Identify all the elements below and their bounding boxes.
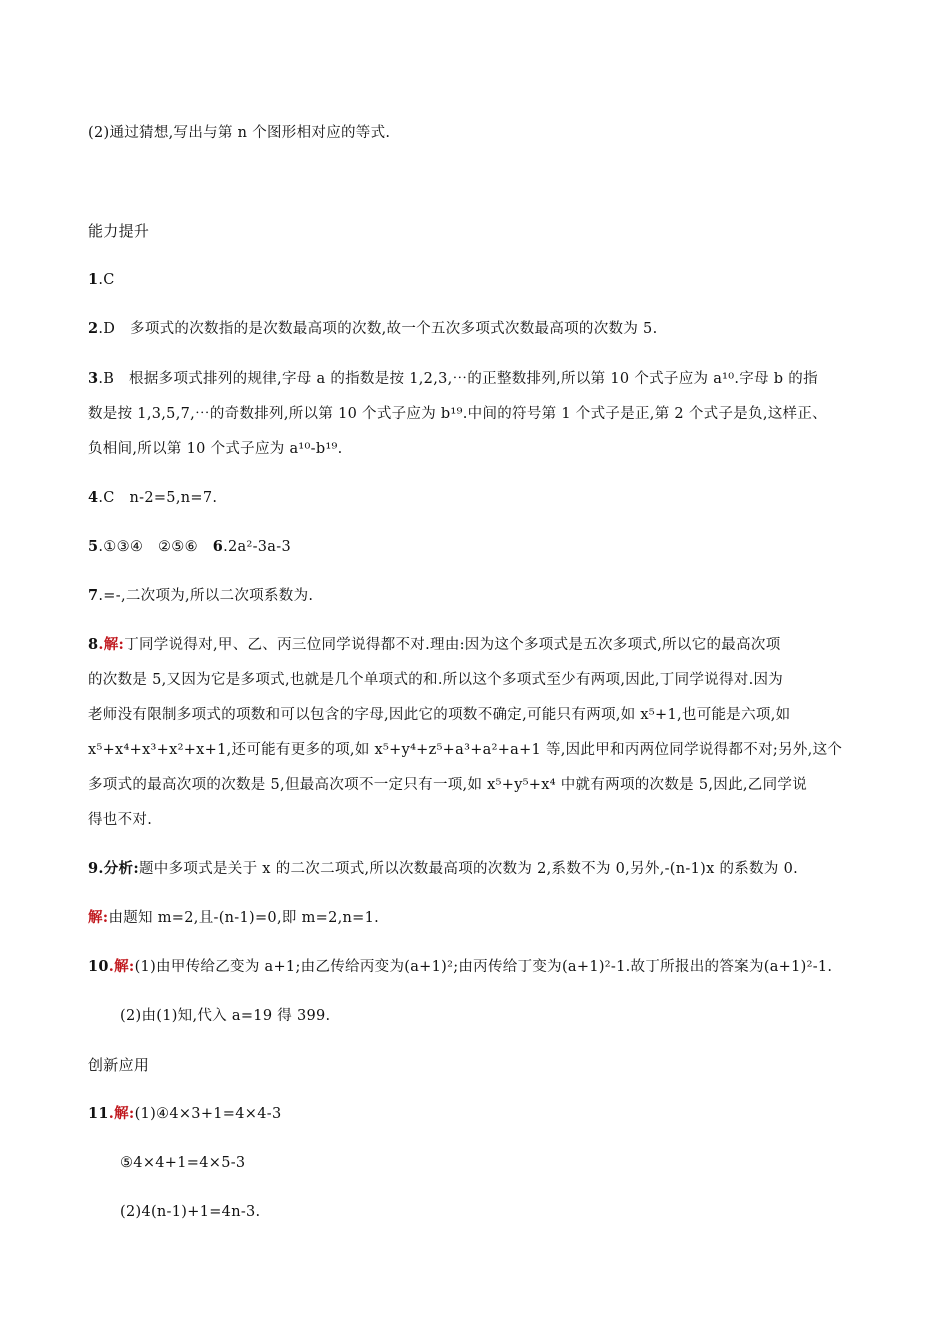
- answer-8-line-2: 的次数是 5,又因为它是多项式,也就是几个单项式的和.所以这个多项式至少有两项,因此,丁同学说得对.因为: [88, 672, 784, 688]
- answer-3-line-2: 数是按 1,3,5,7,⋯的奇数排列,所以第 10 个式子应为 b¹⁹.中间的符号第 1 个式子是正,第 2 个式子是负,这样正、: [88, 406, 827, 422]
- answer-5-6: [88, 537, 291, 557]
- answer-10-part-2: (2)由(1)知,代入 a=19 得 399.: [120, 1008, 331, 1024]
- answer-number: 9: [88, 860, 99, 877]
- solution-label: .解:: [108, 1105, 135, 1122]
- analysis-label: .分析:: [98, 860, 139, 877]
- answer-text: .2a²-3a-3: [223, 539, 291, 555]
- answer-3-line-1: [88, 369, 818, 389]
- section-title-ability: 能力提升: [88, 222, 150, 240]
- answer-8-line-3: 老师没有限制多项式的项数和可以包含的字母,因此它的项数不确定,可能只有两项,如 x⁵+1,也可能是六项,如: [88, 707, 791, 723]
- answer-9-solution: [88, 908, 379, 928]
- solution-label: .解:: [98, 636, 125, 653]
- answer-number: 2: [88, 320, 99, 337]
- answer-text: .C n-2=5,n=7.: [98, 490, 218, 506]
- answer-8-line-1: [88, 635, 781, 655]
- answer-number: 4: [88, 489, 99, 506]
- answer-8-line-5: 多项式的最高次项的次数是 5,但最高次项不一定只有一项,如 x⁵+y⁵+x⁴ 中就有两项的次数是 5,因此,乙同学说: [88, 777, 808, 793]
- answer-number: 1: [88, 271, 99, 288]
- answer-text: .=-,二次项为,所以二次项系数为.: [98, 588, 314, 604]
- answer-number: 7: [88, 587, 99, 604]
- answer-number: 8: [88, 636, 99, 653]
- answer-text: (1)由甲传给乙变为 a+1;由乙传给丙变为(a+1)²;由丙传给丁变为(a+1)²-1.故丁所报出的答案为(a+1)²-1.: [134, 959, 833, 975]
- answer-11: [88, 1104, 281, 1124]
- answer-number: 6: [212, 538, 224, 555]
- solution-label: .解:: [108, 958, 135, 975]
- answer-9: [88, 859, 798, 879]
- answer-number: 3: [88, 370, 99, 387]
- answer-number: 10: [88, 958, 109, 975]
- answer-11-line-2: ⑤4×4+1=4×5-3: [120, 1155, 246, 1171]
- answer-8-line-6: 得也不对.: [88, 812, 153, 828]
- answer-text: .①③④ ②⑤⑥: [98, 539, 213, 555]
- answer-text: .C: [98, 272, 115, 288]
- answer-number: 11: [88, 1105, 109, 1122]
- section-title-innovation: 创新应用: [88, 1056, 150, 1074]
- answer-4: [88, 488, 217, 508]
- answer-text: .D 多项式的次数指的是次数最高项的次数,故一个五次多项式次数最高项的次数为 5.: [98, 321, 658, 337]
- answer-text: 题中多项式是关于 x 的二次二项式,所以次数最高项的次数为 2,系数不为 0,另外,-(n-1)x 的系数为 0.: [139, 861, 799, 877]
- solution-label: 解:: [88, 909, 109, 926]
- answer-8-line-4: x⁵+x⁴+x³+x²+x+1,还可能有更多的项,如 x⁵+y⁴+z⁵+a³+a²+a+1 等,因此甲和丙两位同学说得都不对;另外,这个: [88, 742, 843, 758]
- answer-3-line-3: 负相间,所以第 10 个式子应为 a¹⁰-b¹⁹.: [88, 441, 343, 457]
- answer-text: (1)④4×3+1=4×4-3: [134, 1106, 282, 1122]
- answer-1: [88, 270, 115, 290]
- answer-text: .B 根据多项式排列的规律,字母 a 的指数是按 1,2,3,⋯的正整数排列,所以第 10 个式子应为 a¹⁰.字母 b 的指: [98, 371, 818, 387]
- intro-question: (2)通过猜想,写出与第 n 个图形相对应的等式.: [88, 125, 391, 141]
- answer-text: 丁同学说得对,甲、乙、丙三位同学说得都不对.理由:因为这个多项式是五次多项式,所以它的最高次项: [124, 637, 781, 653]
- answer-11-line-3: (2)4(n-1)+1=4n-3.: [120, 1204, 261, 1220]
- answer-text: 由题知 m=2,且-(n-1)=0,即 m=2,n=1.: [108, 910, 380, 926]
- answer-2: [88, 319, 657, 339]
- answer-7: [88, 586, 313, 606]
- answer-number: 5: [88, 538, 99, 555]
- answer-10: [88, 957, 832, 977]
